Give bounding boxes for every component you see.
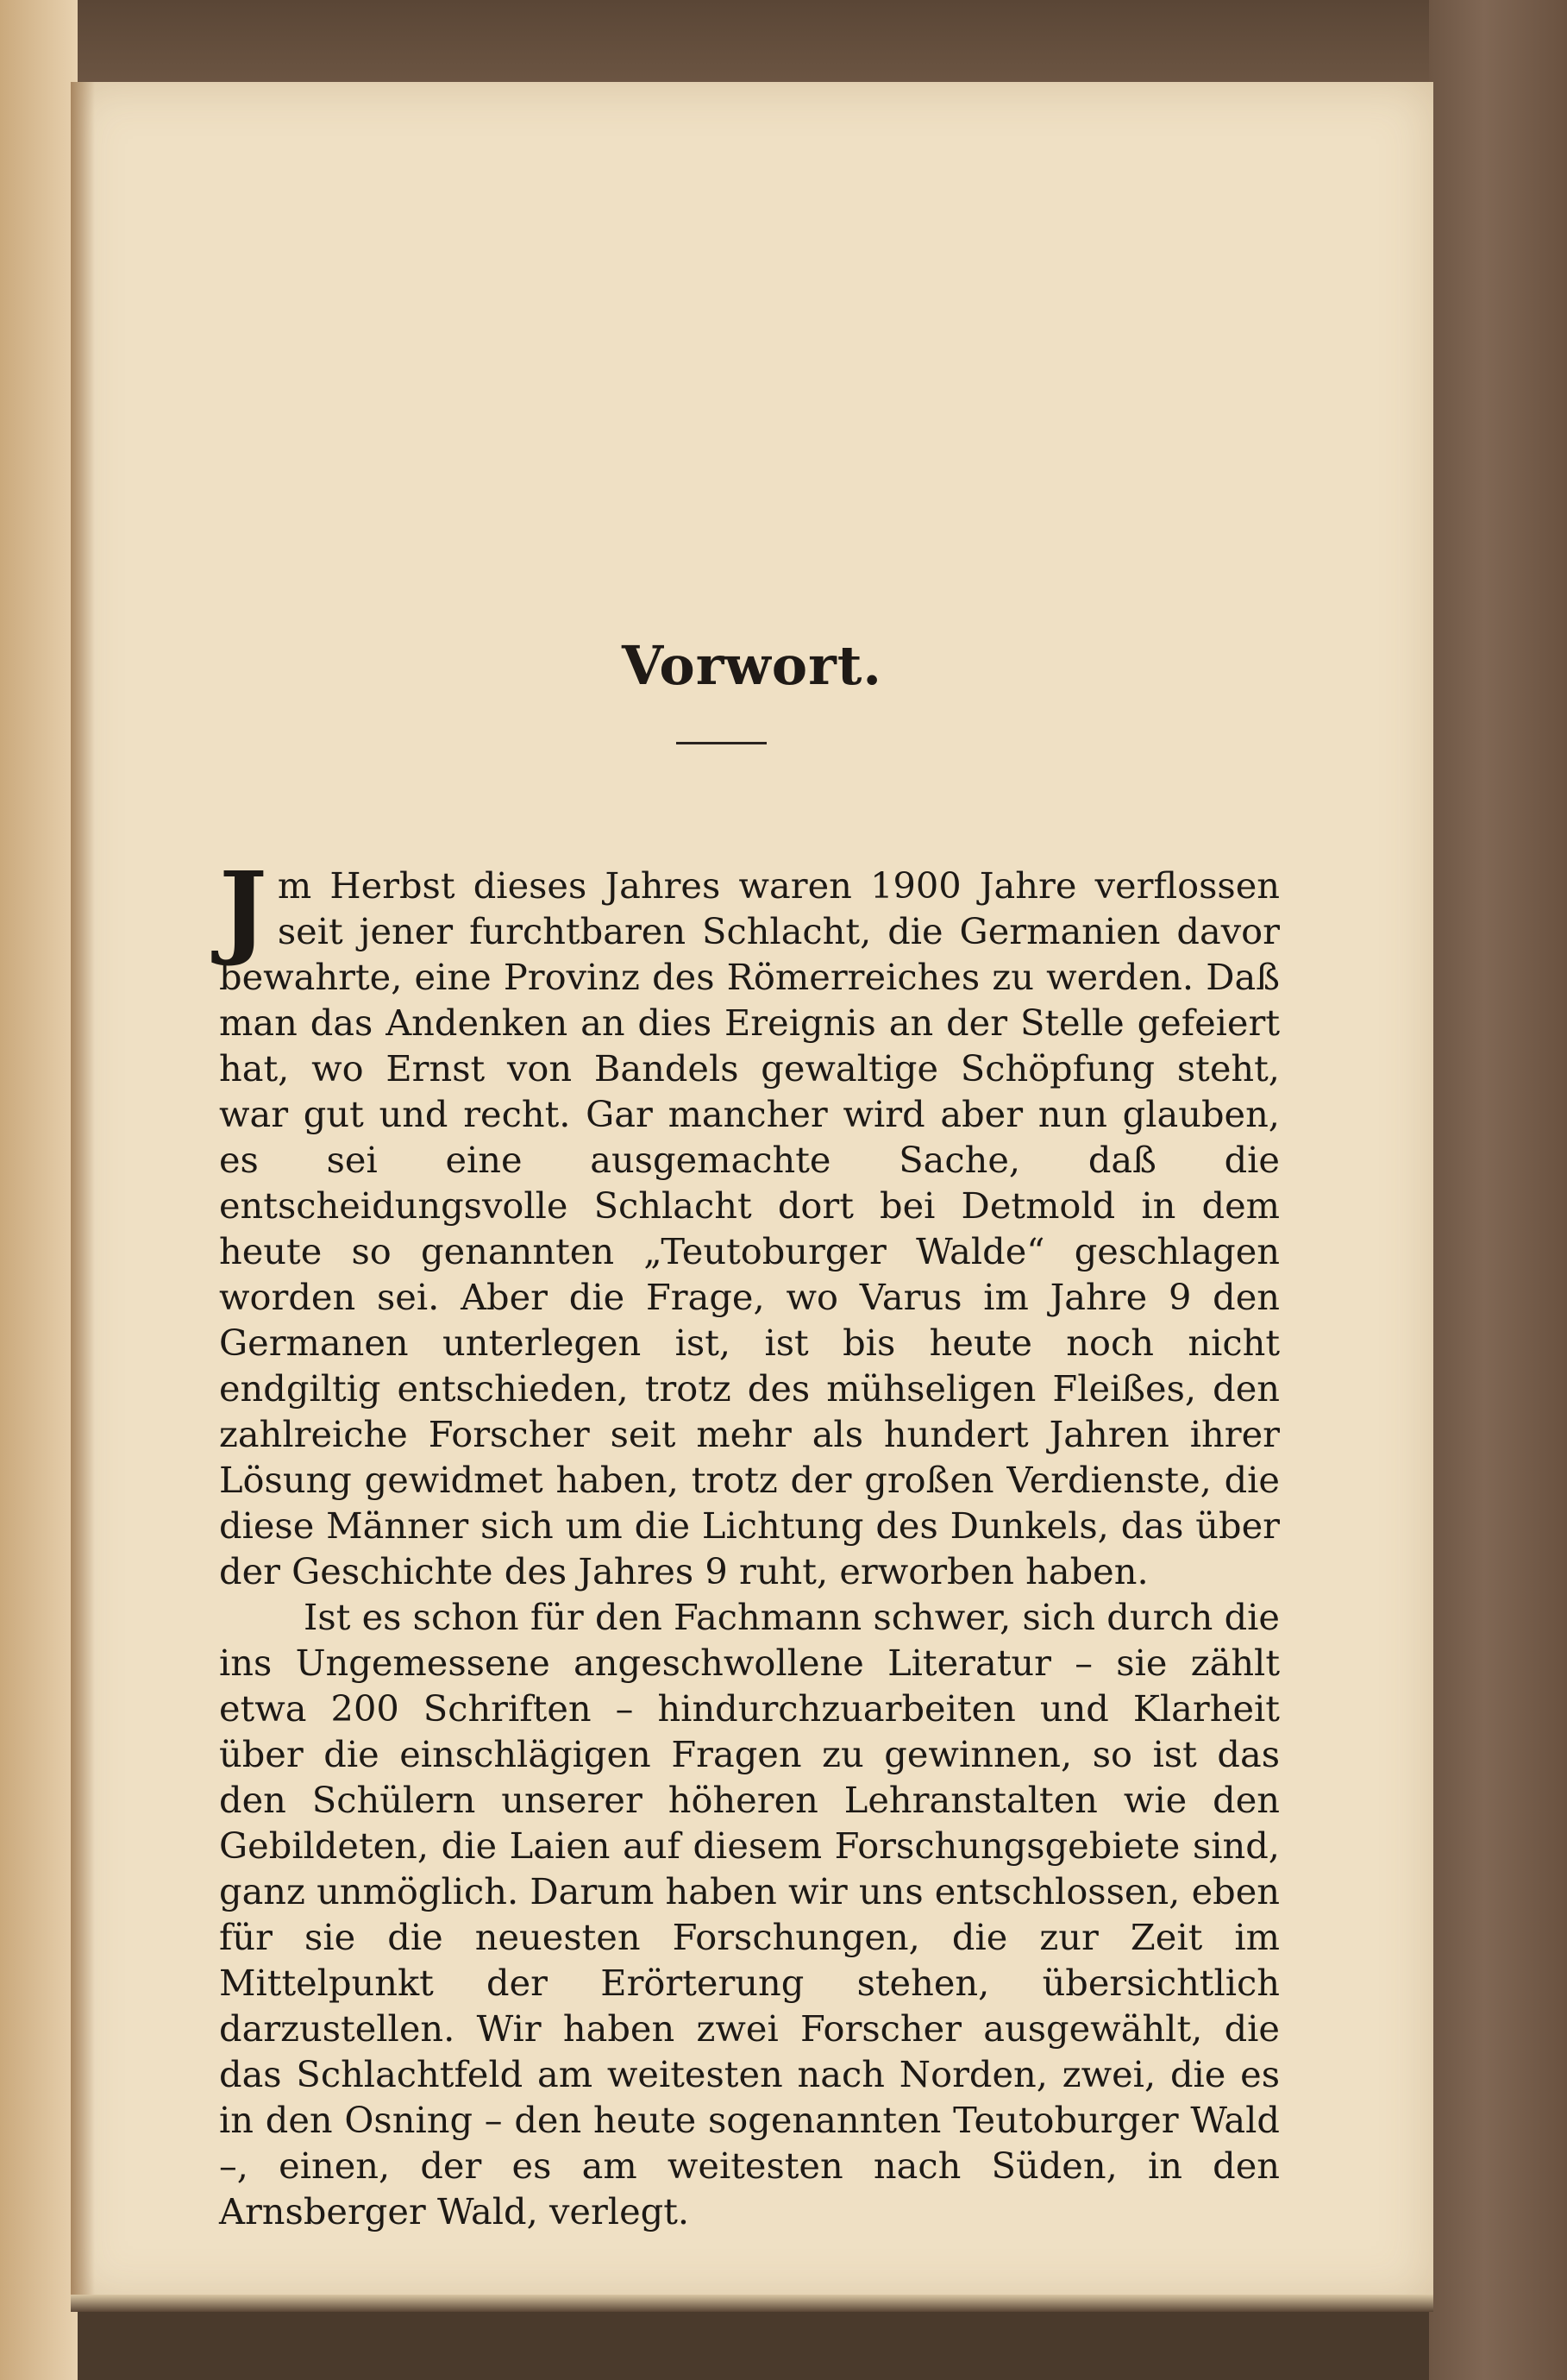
drop-cap-initial: J xyxy=(219,849,267,969)
title-divider xyxy=(676,742,767,744)
paragraph-1 xyxy=(219,849,1280,1594)
book-cover-top xyxy=(0,0,1567,95)
book-cover-right xyxy=(1429,0,1567,2380)
book-page xyxy=(71,82,1433,2303)
facing-page-edge xyxy=(0,0,78,2380)
body-text xyxy=(219,849,1280,2234)
page-title: Vorwort. xyxy=(621,634,883,697)
page-gutter-shadow xyxy=(71,82,95,2303)
paragraph-1-text: m Herbst dieses Jahres waren 1900 Jahre verflossen seit jener furchtbaren Schlacht, die Germanien davor bewahrte, eine Provinz des Römerreiches zu werden. Daß man das Andenken an dies Ereignis an der Stelle gefeiert hat, wo Ernst von Bandels gewaltige Schöpfung steht, war gut und recht. Gar mancher wird aber nun glauben, es sei eine ausgemachte Sache, daß die entscheidungsvolle Schlacht dort bei Detmold in dem heute so genannten „Teutoburger Walde“ geschlagen worden sei. Aber die Frage, wo Varus im Jahre 9 den Germanen unterlegen ist, ist bis heute noch nicht endgiltig entschieden, trotz des mühseligen Fleißes, den zahlreiche Forscher seit mehr als hundert Jahren ihrer Lösung gewidmet haben, trotz der großen Verdienste, die diese Männer sich um die Lichtung des Dunkels, das über der Geschichte des Jahres 9 ruht, erworben haben. xyxy=(219,864,1280,1592)
paragraph-2: Ist es schon für den Fachmann schwer, sich durch die ins Ungemessene angeschwollene Literatur – sie zählt etwa 200 Schriften – hindurchzuarbeiten und Klarheit über die einschlägigen Fragen zu gewinnen, so ist das den Schülern unserer höheren Lehranstalten wie den Gebildeten, die Laien auf diesem Forschungsgebiete sind, ganz unmöglich. Darum haben wir uns entschlossen, eben für sie die neuesten Forschungen, die zur Zeit im Mittelpunkt der Erörterung stehen, übersichtlich darzustellen. Wir haben zwei Forscher ausgewählt, die das Schlachtfeld am weitesten nach Norden, zwei, die es in den Osning – den heute sogenannten Teutoburger Wald –, einen, der es am weitesten nach Süden, in den Arnsberger Wald, verlegt. xyxy=(219,1596,1280,2232)
bleed-through-text xyxy=(226,298,1321,346)
page-bottom-edge xyxy=(71,2295,1433,2312)
